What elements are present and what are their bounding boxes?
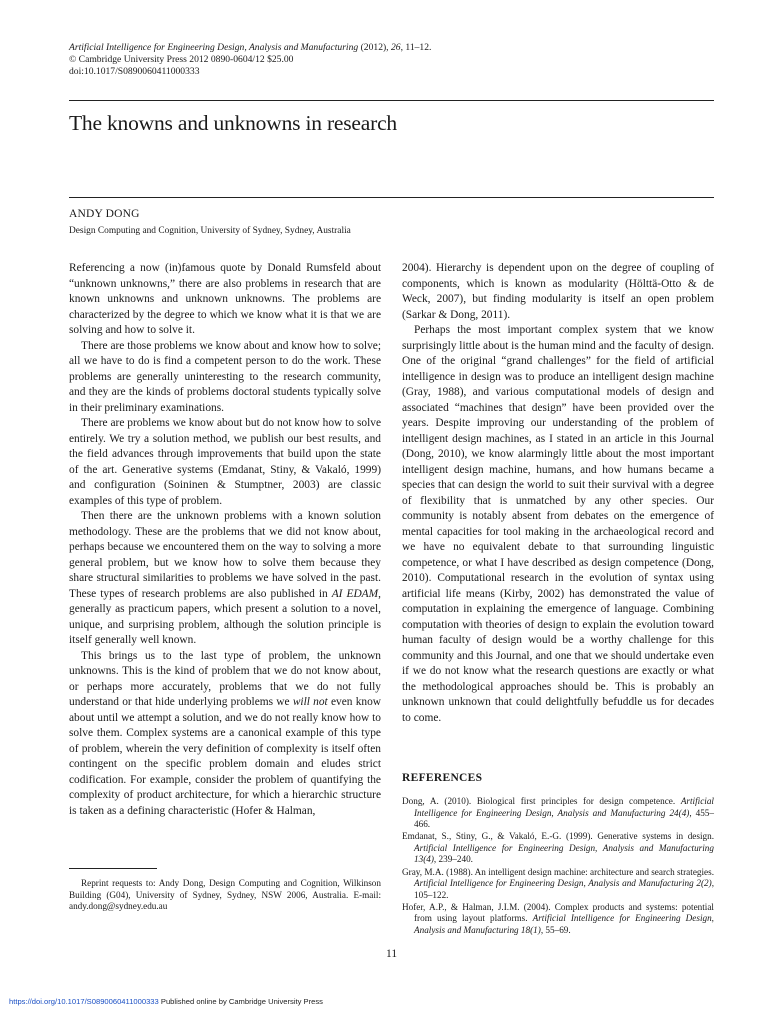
ref-pages: , 455–466. — [414, 807, 714, 830]
paragraph-6: 2004). Hierarchy is dependent upon on the degree of coupling of components, which is known as modularity (Hölttä-Otto & de Weck, 2007), but finding modularity is itself an open problem (Sarkar & Dong, 2011). — [402, 262, 714, 321]
journal-header — [69, 42, 431, 78]
page-number: 11 — [386, 948, 398, 960]
footnote-rule — [69, 868, 157, 869]
p4-italic: AI EDAM — [331, 587, 379, 600]
reference-item — [402, 867, 714, 902]
ref-pages: , 55–69. — [540, 925, 571, 936]
paragraph-4 — [69, 509, 381, 649]
p4-text-b: , generally as practicum papers, which present a solution to a novel, unique, and surprising problem, although the solution principle is itself generally well known. — [69, 587, 381, 646]
citation-pages: , 11–12. — [400, 42, 432, 53]
ref-source: Artificial Intelligence for Engineering Design, Analysis and Manufacturing 13(4) — [414, 842, 714, 865]
p5-text-b: even know about until we attempt a solution, and we do not really know how to solve them. Complex systems are a canonical example of this type of problem, wherein the very definition of complexity is itself often contingent on the specific problem domain and eludes strict codification. For example, consider the problem of quantifying the complexity of product architecture, for which a hierarchic structure is taken as a defining characteristic (Hofer & Halman, — [69, 696, 381, 817]
references-heading: REFERENCES — [402, 772, 483, 784]
ref-text: Emdanat, S., Stiny, G., & Vakaló, E.-G. (1999). Generative systems in design. — [402, 831, 714, 842]
paragraph-2: There are those problems we know about and know how to solve; all we have to do is find a competent person to do the work. These problems are generally uninteresting to the research community, and they are the kinds of problems doctoral students typically solve in their preliminary examinations. — [69, 339, 381, 414]
reprint-requests: Reprint requests to: Andy Dong, Design Computing and Cognition, Wilkinson Building (G04), University of Sydney, Sydney, NSW 2006, Australia. E-mail: andy.dong@sydney.edu.au — [69, 878, 381, 912]
paragraph-7: Perhaps the most important complex system that we know surprisingly little about is the human mind and the faculty of design. One of the original “grand challenges” for the field of artificial intelligence in design was to produce an intelligent design machine (Gray, 1988), and various computational models of design and associated “machines that design” have been provided over the years. Despite improving our understanding of the problem of intelligent design machines, as I stated in an article in this Journal (Dong, 2010), we know alarmingly little about the most important intelligent design machine, humans, and how humans became a species that can design the world to suit their survival with a degree of flexibility that is unmatched by any other species. Our community is notably absent from debates on the emergence of mental capacities for tool making in the archaeological record and we have no equivalent debate to that surrounding linguistic competence, or what I have described as design competence (Dong, 2010). Computational research in the evolution of syntax using artificial life means (Kirby, 2002) has demonstrated the value of computation in explaining the emergence of language. Combining computation with theories of design to explain the evolution toward human faculty of design would be a worthy challenge for this community and this Journal, and one that we should undertake even if we do not know what the research questions are exactly or what the methodological approaches should be. This is probably an unknown unknown that could delightfully befuddle us for decades to come. — [402, 324, 714, 724]
right-column — [402, 261, 714, 726]
author-name: ANDY DONG — [69, 208, 140, 220]
top-rule — [69, 100, 714, 101]
paragraph-1: Referencing a now (in)famous quote by Donald Rumsfeld about “unknown unknowns,” there are also problems in research that are known unknowns and unknown unknowns. The problems are characterized by the degree to which we know what it is that we are solving and how to solve it. — [69, 262, 381, 336]
ref-source: Artificial Intelligence for Engineering Design, Analysis and Manufacturing 18(1) — [414, 913, 714, 936]
left-column — [69, 261, 381, 819]
reference-item — [402, 831, 714, 866]
ref-pages: , 105–122. — [414, 878, 714, 900]
doi-line: doi:10.1017/S0890060411000333 — [69, 66, 200, 77]
footnote — [69, 878, 381, 913]
footer-bar — [9, 997, 323, 1006]
paragraph-3: There are problems we know about but do not know how to solve entirely. We try a solution method, we publish our best results, and the field advances through improvements that build upon the state of the art. Generative systems (Emdanat, Stiny, & Vakaló, 1999) and configuration (Soininen & Stumptner, 2003) are classic examples of this type of problem. — [69, 417, 381, 507]
citation-year: (2012), — [360, 42, 391, 53]
citation-line — [69, 42, 431, 54]
author-affiliation: Design Computing and Cognition, University of Sydney, Sydney, Australia — [69, 226, 351, 236]
doi-link[interactable]: https://doi.org/10.1017/S0890060411000333 — [9, 997, 159, 1006]
reference-item — [402, 902, 714, 937]
citation-volume: 26 — [390, 42, 401, 53]
ref-pages: , 239–240. — [433, 854, 473, 865]
article-title: The knowns and unknowns in research — [69, 111, 397, 135]
ref-source: Artificial Intelligence for Engineering Design, Analysis and Manufacturing 2(2) — [414, 878, 712, 889]
published-online-text: Published online by Cambridge University Press — [158, 997, 323, 1006]
title-rule — [69, 197, 714, 198]
reference-item — [402, 796, 714, 831]
paragraph-5 — [69, 649, 381, 820]
ref-text: Gray, M.A. (1988). An intelligent design machine: architecture and search strategies. — [402, 866, 714, 877]
p4-text-a: Then there are the unknown problems with a known solution methodology. These are the problems that we did not know about, perhaps because we encountered them on the way to solving a more general problem, but we know how to solve them because they share structural similarities to problems we have solved in the past. These types of research problems are also published in — [69, 510, 381, 600]
ref-text: Hofer, A.P., & Halman, J.I.M. (2004). Complex products and systems: potential from using layout platforms. — [402, 901, 714, 924]
copyright-line: © Cambridge University Press 2012 0890-0604/12 $25.00 — [69, 54, 294, 65]
ref-source: Artificial Intelligence for Engineering Design, Analysis and Manufacturing 24(4) — [414, 796, 714, 818]
ref-text: Dong, A. (2010). Biological first principles for design competence. — [402, 796, 681, 806]
p5-italic: will not — [292, 696, 328, 708]
journal-name: Artificial Intelligence for Engineering Design, Analysis and Manufacturing — [69, 42, 359, 53]
references-list — [402, 796, 714, 937]
p5-text-a: This brings us to the last type of problem, the unknown unknowns. This is the kind of problem that we do not know about, or perhaps more accurately, problems that we do not fully understand or that hide underlying problems we — [69, 649, 381, 708]
